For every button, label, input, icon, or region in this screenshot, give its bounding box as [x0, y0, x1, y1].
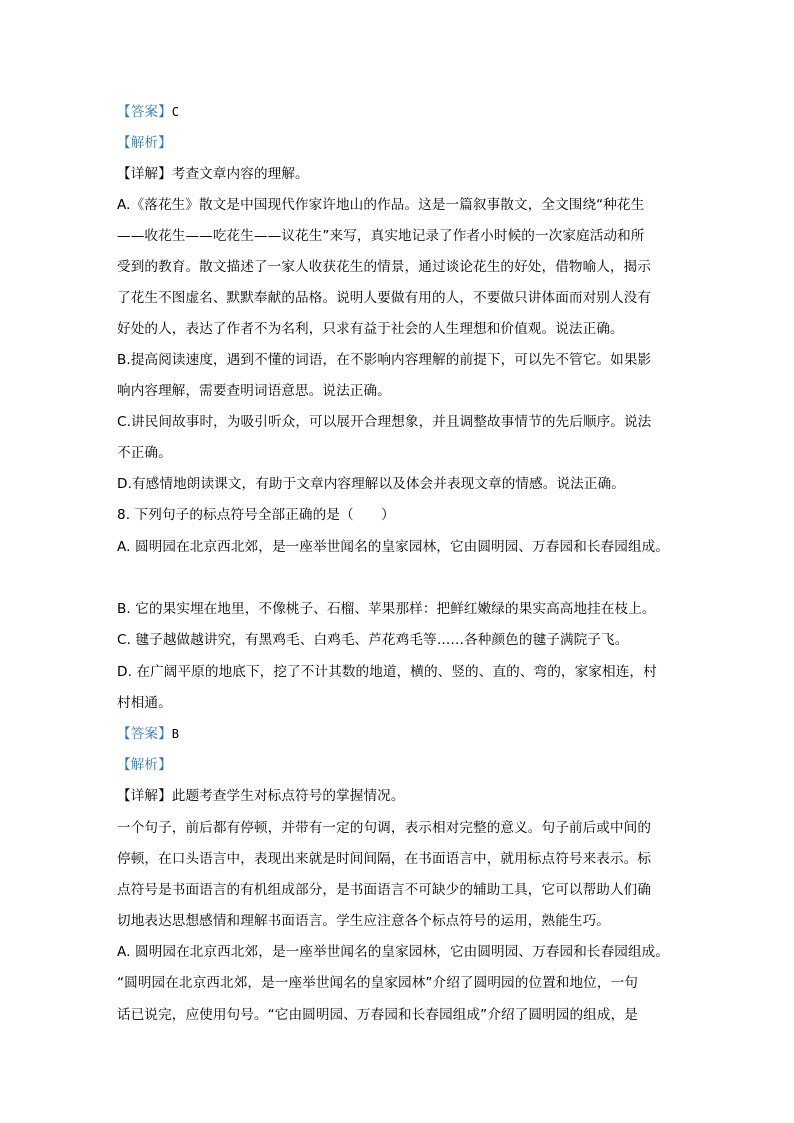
option-c: C. 毽子越做越讲究，有黑鸡毛、白鸡毛、芦花鸡毛等……各种颜色的毽子满院子飞。	[117, 632, 629, 648]
answer-label: 【答案】	[117, 726, 172, 742]
answer-line	[117, 102, 179, 122]
option-a: A. 圆明园在北京西北郊，是一座举世闻名的皇家园林，它由圆明园、万春园和长春园组成。	[117, 539, 670, 555]
detail-text: 此题考查学生对标点符号的掌握情况。	[171, 788, 405, 804]
paragraph-line: ——收花生——吃花生——议花生”来写，真实地记录了作者小时候的一次家庭活动和所	[117, 228, 645, 244]
paragraph-line: 点符号是书面语言的有机组成部分，是书面语言不可缺少的辅助工具，它可以帮助人们确	[117, 882, 652, 898]
paragraph-line: 了花生不图虚名、默默奉献的品格。说明人要做有用的人，不要做只讲体面而对别人没有	[117, 290, 652, 306]
paragraph-line: 受到的教育。散文描述了一家人收获花生的情景，通过谈论花生的好处，借物喻人，揭示	[117, 259, 652, 275]
paragraph-line: 切地表达思想感情和理解书面语言。学生应注意各个标点符号的运用，熟能生巧。	[117, 913, 610, 929]
answer-line	[117, 724, 179, 744]
detail-label: 【详解】	[117, 788, 172, 804]
detail-text: 考查文章内容的理解。	[171, 166, 309, 182]
option-d-cont: 村相通。	[117, 695, 172, 711]
paragraph-line: 不正确。	[117, 445, 172, 461]
paragraph-line: A. 圆明园在北京西北郊，是一座举世闻名的皇家园林，它由圆明园、万春园和长春园组成。	[117, 944, 670, 960]
answer-value: B	[171, 727, 180, 741]
paragraph-line: 好处的人，表达了作者不为名利，只求有益于社会的人生理想和价值观。说法正确。	[117, 321, 624, 337]
detail-line	[117, 164, 309, 184]
paragraph-line: “圆明园在北京西北郊，是一座举世闻名的皇家园林”介绍了圆明园的位置和地位，一句	[117, 975, 638, 991]
answer-value: C	[171, 105, 180, 119]
paragraph-line: 话已说完，应使用句号。“它由圆明园、万春园和长春园组成”介绍了圆明园的组成，是	[117, 1007, 638, 1023]
paragraph-line: 一个句子，前后都有停顿，并带有一定的句调，表示相对完整的意义。句子前后或中间的	[117, 820, 652, 836]
detail-label: 【详解】	[117, 166, 172, 182]
detail-line	[117, 786, 405, 806]
paragraph-line: A.《落花生》散文是中国现代作家许地山的作品。这是一篇叙事散文，全文围绕“种花生	[117, 197, 645, 213]
option-b: B. 它的果实埋在地里，不像桃子、石榴、苹果那样：把鲜红嫩绿的果实高高地挂在枝上。	[117, 601, 656, 617]
paragraph-line: 响内容理解，需要查明词语意思。说法正确。	[117, 383, 391, 399]
paragraph-line: D.有感情地朗读课文，有助于文章内容理解以及体会并表现文章的情感。说法正确。	[117, 476, 625, 492]
answer-label: 【答案】	[117, 104, 172, 120]
paragraph-line: 停顿，在口头语言中，表现出来就是时间间隔，在书面语言中，就用标点符号来表示。标	[117, 851, 652, 867]
paragraph-line: C.讲民间故事时，为吸引听众，可以展开合理想象，并且调整故事情节的先后顺序。说法	[117, 414, 652, 430]
analysis-label: 【解析】	[117, 135, 172, 151]
analysis-label: 【解析】	[117, 757, 172, 773]
question-stem: 8. 下列句子的标点符号全部正确的是（ ）	[117, 507, 395, 523]
option-d: D. 在广阔平原的地底下，挖了不计其数的地道，横的、竖的、直的、弯的，家家相连，村	[117, 664, 657, 680]
paragraph-line: B.提高阅读速度，遇到不懂的词语，在不影响内容理解的前提下，可以先不管它。如果影	[117, 352, 652, 368]
